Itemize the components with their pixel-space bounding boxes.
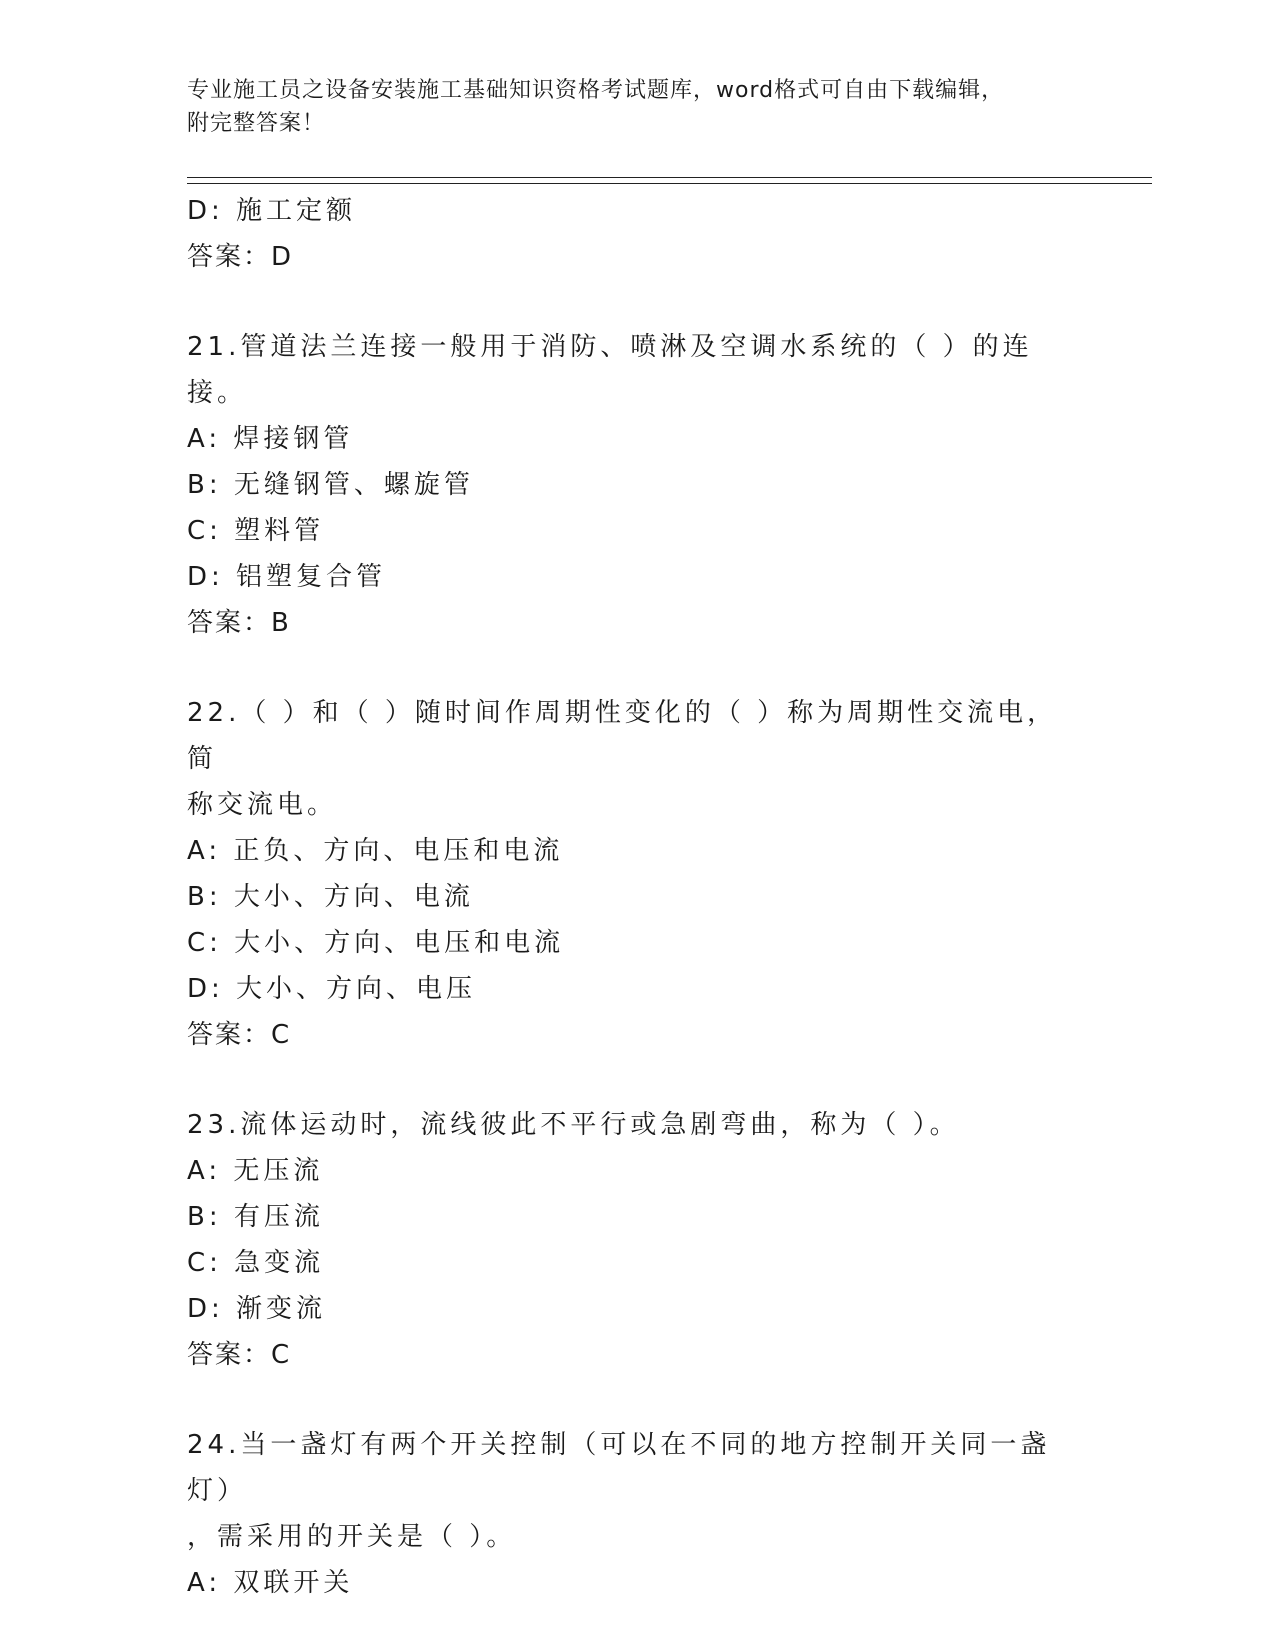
option-c: C: 急变流 xyxy=(187,1248,325,1278)
question-stem-line-1: 24.当一盏灯有两个开关控制（可以在不同的地方控制开关同一盏灯） xyxy=(187,1430,1051,1506)
option-c: C: 大小、方向、电压和电流 xyxy=(187,928,565,958)
question-22 xyxy=(187,690,1087,1058)
previous-question-tail xyxy=(187,188,1087,280)
option-c: C: 塑料管 xyxy=(187,516,325,546)
option-b: B: 大小、方向、电流 xyxy=(187,882,474,912)
question-stem: 21.管道法兰连接一般用于消防、喷淋及空调水系统的（ ）的连接。 xyxy=(187,332,1033,408)
option-a: A: 双联开关 xyxy=(187,1568,354,1598)
question-24 xyxy=(187,1422,1087,1606)
option-d: D: 铝塑复合管 xyxy=(187,562,387,592)
question-stem-line-1: 22.（ ）和（ ）随时间作周期性变化的（ ）称为周期性交流电，简 xyxy=(187,698,1058,774)
option-a: A: 焊接钢管 xyxy=(187,424,354,454)
option-d: D: 施工定额 xyxy=(187,196,357,226)
option-d: D: 大小、方向、电压 xyxy=(187,974,477,1004)
question-stem-line-2: ，需采用的开关是（ ）。 xyxy=(187,1522,517,1552)
header-divider-top xyxy=(187,177,1152,178)
document-header xyxy=(187,74,1087,140)
answer-line: 答案：C xyxy=(187,1340,292,1370)
question-23 xyxy=(187,1102,1087,1378)
question-stem-line-2: 称交流电。 xyxy=(187,790,338,820)
option-a: A: 无压流 xyxy=(187,1156,324,1186)
option-b: B: 无缝钢管、螺旋管 xyxy=(187,470,474,500)
question-stem: 23.流体运动时，流线彼此不平行或急剧弯曲，称为（ ）。 xyxy=(187,1110,960,1140)
option-b: B: 有压流 xyxy=(187,1202,324,1232)
answer-line: 答案：B xyxy=(187,608,291,638)
answer-line: 答案：C xyxy=(187,1020,292,1050)
option-d: D: 渐变流 xyxy=(187,1294,327,1324)
answer-line: 答案：D xyxy=(187,242,294,272)
option-a: A: 正负、方向、电压和电流 xyxy=(187,836,564,866)
header-line-2: 附完整答案！ xyxy=(187,111,326,136)
question-21 xyxy=(187,324,1087,646)
header-divider-bottom xyxy=(187,183,1152,184)
header-line-1: 专业施工员之设备安装施工基础知识资格考试题库，word格式可自由下载编辑， xyxy=(187,78,1005,103)
question-list xyxy=(187,188,1087,1606)
